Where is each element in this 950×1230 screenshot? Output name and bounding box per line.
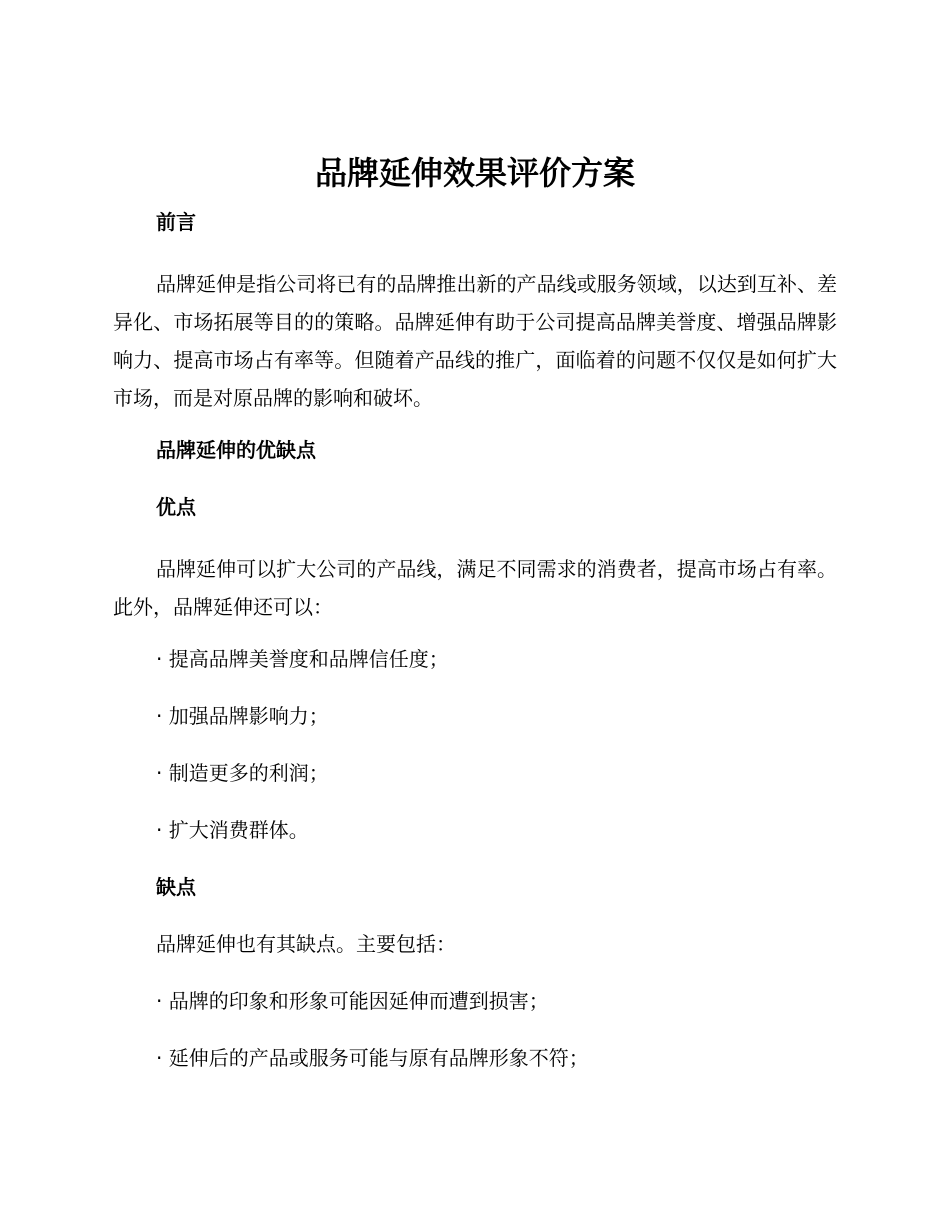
- list-item-pros: · 加强品牌影响力；: [156, 704, 329, 728]
- section-heading-pros-cons: 品牌延伸的优缺点: [156, 438, 316, 462]
- paragraph-cons: 品牌延伸也有其缺点。主要包括：: [156, 932, 456, 956]
- document-body: [113, 200, 837, 1101]
- subsection-heading-cons: 缺点: [156, 875, 196, 899]
- subsection-heading-pros: 优点: [156, 495, 196, 519]
- list-item-pros: · 扩大消费群体。: [156, 818, 309, 842]
- list-item-cons: · 品牌的印象和形象可能因延伸而遭到损害；: [156, 989, 549, 1013]
- list-item-cons: · 延伸后的产品或服务可能与原有品牌形象不符；: [156, 1046, 589, 1070]
- section-heading-preface: 前言: [156, 210, 196, 234]
- paragraph-preface: 品牌延伸是指公司将已有的品牌推出新的产品线或服务领域，以达到互补、差异化、市场拓展等目的的策略。品牌延伸有助于公司提高品牌美誉度、增强品牌影响力、提高市场占有率等。但随着产品线的推广，面临着的问题不仅仅是如何扩大市场，而是对原品牌的影响和破坏。: [113, 272, 837, 410]
- list-item-pros: · 提高品牌美誉度和品牌信任度；: [156, 647, 449, 671]
- paragraph-pros: 品牌延伸可以扩大公司的产品线，满足不同需求的消费者，提高市场占有率。此外，品牌延伸还可以：: [113, 557, 837, 619]
- list-item-pros: · 制造更多的利润；: [156, 761, 329, 785]
- document-title: 品牌延伸效果评价方案: [314, 154, 635, 192]
